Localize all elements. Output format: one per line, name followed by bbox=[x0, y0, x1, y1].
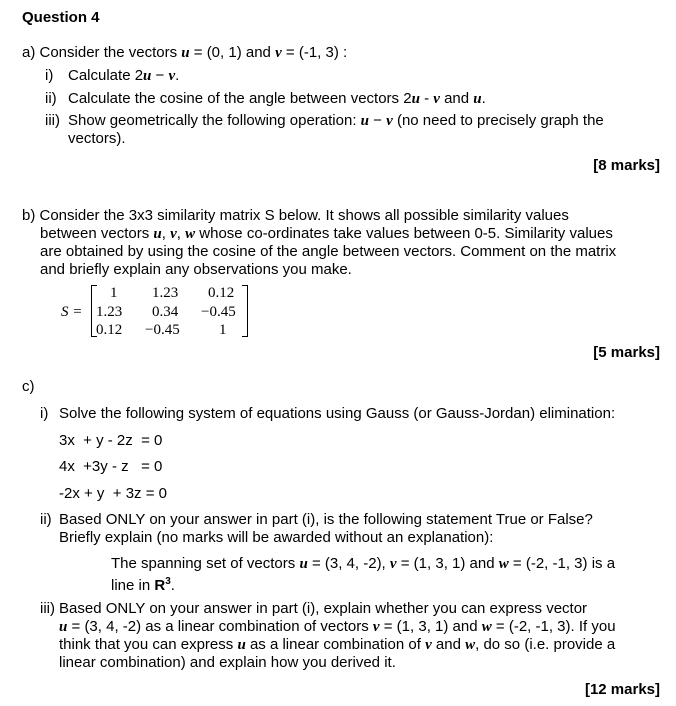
part-a-iii-label-cont: (no need to precisely graph the bbox=[392, 112, 604, 129]
ii-u-val: = (3, 4, -2), bbox=[307, 555, 390, 572]
iii-line2-a: = (3, 4, -2) as a linear combination of vectors bbox=[67, 618, 373, 635]
page-title: Question 4 bbox=[22, 9, 100, 26]
part-c-iii-line4: linear combination) and explain how you derived it. bbox=[59, 654, 396, 671]
matrix-cell-3-1: 0.12 bbox=[96, 322, 123, 338]
part-a-intro bbox=[22, 44, 347, 62]
part-a-iii-text bbox=[68, 112, 604, 130]
matrix-cell-1-3: 0.12 bbox=[208, 285, 235, 301]
part-a-ii-u: u bbox=[411, 91, 420, 107]
ii-v-val: = (1, 3, 1) and bbox=[396, 555, 499, 572]
ii-statement-end: . bbox=[170, 577, 175, 594]
part-c-label: c) bbox=[22, 378, 35, 395]
part-a-iii-number: iii) bbox=[45, 112, 60, 129]
part-a-iii-v: v bbox=[386, 113, 393, 129]
part-c-marks: [12 marks] bbox=[584, 681, 660, 698]
vector-u-symbol: u bbox=[181, 45, 190, 61]
part-a-iii-minus: − bbox=[369, 112, 387, 129]
part-c-ii-line2: Briefly explain (no marks will be awarded without an explanation): bbox=[59, 529, 494, 546]
part-c-i-number: i) bbox=[40, 405, 49, 422]
equation-3: -2x + y + 3z = 0 bbox=[59, 485, 167, 502]
part-a-i-number: i) bbox=[45, 67, 54, 84]
matrix-cell-2-3: −0.45 bbox=[201, 304, 236, 320]
part-c-ii-number: ii) bbox=[40, 511, 52, 528]
iii-v2: v bbox=[425, 637, 432, 653]
part-a-i-label: Calculate 2 bbox=[68, 67, 144, 84]
part-b-w: w bbox=[185, 226, 196, 242]
part-c-iii-line1: Based ONLY on your answer in part (i), explain whether you can express vector bbox=[59, 600, 588, 617]
part-c-iii-line3 bbox=[59, 636, 615, 654]
part-b-line2-end: whose co-ordinates take values between 0-5. Similarity values bbox=[195, 225, 613, 242]
equation-1: 3x + y - 2z = 0 bbox=[59, 432, 163, 449]
ii-R: R bbox=[154, 577, 166, 594]
ii-w: w bbox=[498, 556, 509, 572]
part-c-iii-number: iii) bbox=[40, 600, 55, 617]
part-a-ii-number: ii) bbox=[45, 90, 57, 107]
iii-line3-a: think that you can express bbox=[59, 636, 238, 653]
part-a-lead: a) Consider the vectors bbox=[22, 44, 178, 61]
vector-u-value: = (0, 1) and bbox=[189, 44, 276, 61]
part-a-i-v: v bbox=[168, 68, 176, 84]
part-b-comma1: , bbox=[161, 225, 171, 242]
part-b-line3: are obtained by using the cosine of the angle between vectors. Comment on the matrix bbox=[40, 243, 617, 260]
matrix-cell-3-3: 1 bbox=[219, 322, 227, 338]
ii-v: v bbox=[389, 556, 397, 572]
matrix-cell-2-2: 0.34 bbox=[152, 304, 179, 320]
part-b-line2 bbox=[40, 225, 613, 243]
iii-w2: w bbox=[465, 637, 476, 653]
matrix-cell-3-2: −0.45 bbox=[145, 322, 180, 338]
iii-line2-c: = (-2, -1, 3). If you bbox=[491, 618, 616, 635]
iii-line2-b: = (1, 3, 1) and bbox=[379, 618, 482, 635]
iii-line3-d: , do so (i.e. provide a bbox=[475, 636, 616, 653]
matrix-label: S = bbox=[61, 304, 83, 320]
ii-statement-line2-start: line in bbox=[111, 577, 155, 594]
part-a-ii-end: . bbox=[481, 90, 486, 107]
part-c-ii-statement-line2 bbox=[111, 573, 175, 595]
part-b-marks: [5 marks] bbox=[593, 344, 660, 361]
iii-v: v bbox=[372, 619, 380, 635]
iii-line3-c: and bbox=[431, 636, 466, 653]
part-a-ii-minus: - bbox=[419, 90, 434, 107]
part-c-i-text: Solve the following system of equations using Gauss (or Gauss-Jordan) elimination: bbox=[59, 405, 616, 422]
part-b-comma2: , bbox=[176, 225, 186, 242]
part-b-line4: and briefly explain any observations you make. bbox=[40, 261, 352, 278]
part-a-iii-label: Show geometrically the following operation: bbox=[68, 112, 361, 129]
part-b-v: v bbox=[170, 226, 177, 242]
ii-w-val: = (-2, -1, 3) is a bbox=[508, 555, 616, 572]
part-b-line1: b) Consider the 3x3 similarity matrix S below. It shows all possible similarity values bbox=[22, 207, 569, 224]
part-a-ii-text bbox=[68, 90, 486, 108]
part-a-marks: [8 marks] bbox=[593, 157, 660, 174]
part-a-i-minus: − bbox=[151, 67, 169, 84]
iii-line3-b: as a linear combination of bbox=[245, 636, 426, 653]
iii-w: w bbox=[481, 619, 492, 635]
matrix-cell-2-1: 1.23 bbox=[96, 304, 123, 320]
part-a-ii-label: Calculate the cosine of the angle between vectors 2 bbox=[68, 90, 412, 107]
part-a-i-u: u bbox=[143, 68, 152, 84]
part-b-u: u bbox=[153, 226, 162, 242]
part-a-i-end: . bbox=[175, 67, 180, 84]
iii-u2: u bbox=[237, 637, 246, 653]
part-a-ii-v: v bbox=[433, 91, 440, 107]
part-c-iii-line2 bbox=[59, 618, 616, 636]
iii-u: u bbox=[59, 619, 68, 635]
ii-R-sup: 3 bbox=[165, 576, 171, 587]
matrix-right-bracket bbox=[242, 285, 248, 337]
ii-statement-start: The spanning set of vectors bbox=[111, 555, 300, 572]
part-a-ii-u2: u bbox=[473, 91, 482, 107]
part-a-i-text bbox=[68, 67, 179, 85]
equation-2: 4x +3y - z = 0 bbox=[59, 458, 163, 475]
part-b-line2-start: between vectors bbox=[40, 225, 154, 242]
matrix-cell-1-2: 1.23 bbox=[152, 285, 179, 301]
part-c-ii-statement bbox=[111, 555, 615, 573]
vector-v-value: = (-1, 3) : bbox=[281, 44, 348, 61]
part-a-ii-and: and bbox=[439, 90, 474, 107]
part-a-iii-u: u bbox=[360, 113, 370, 129]
part-a-iii-text-line2: vectors). bbox=[68, 130, 126, 147]
vector-v-symbol: v bbox=[275, 45, 282, 61]
part-c-ii-line1: Based ONLY on your answer in part (i), is the following statement True or False? bbox=[59, 511, 593, 528]
matrix-cell-1-1: 1 bbox=[110, 285, 118, 301]
ii-u: u bbox=[299, 556, 308, 572]
